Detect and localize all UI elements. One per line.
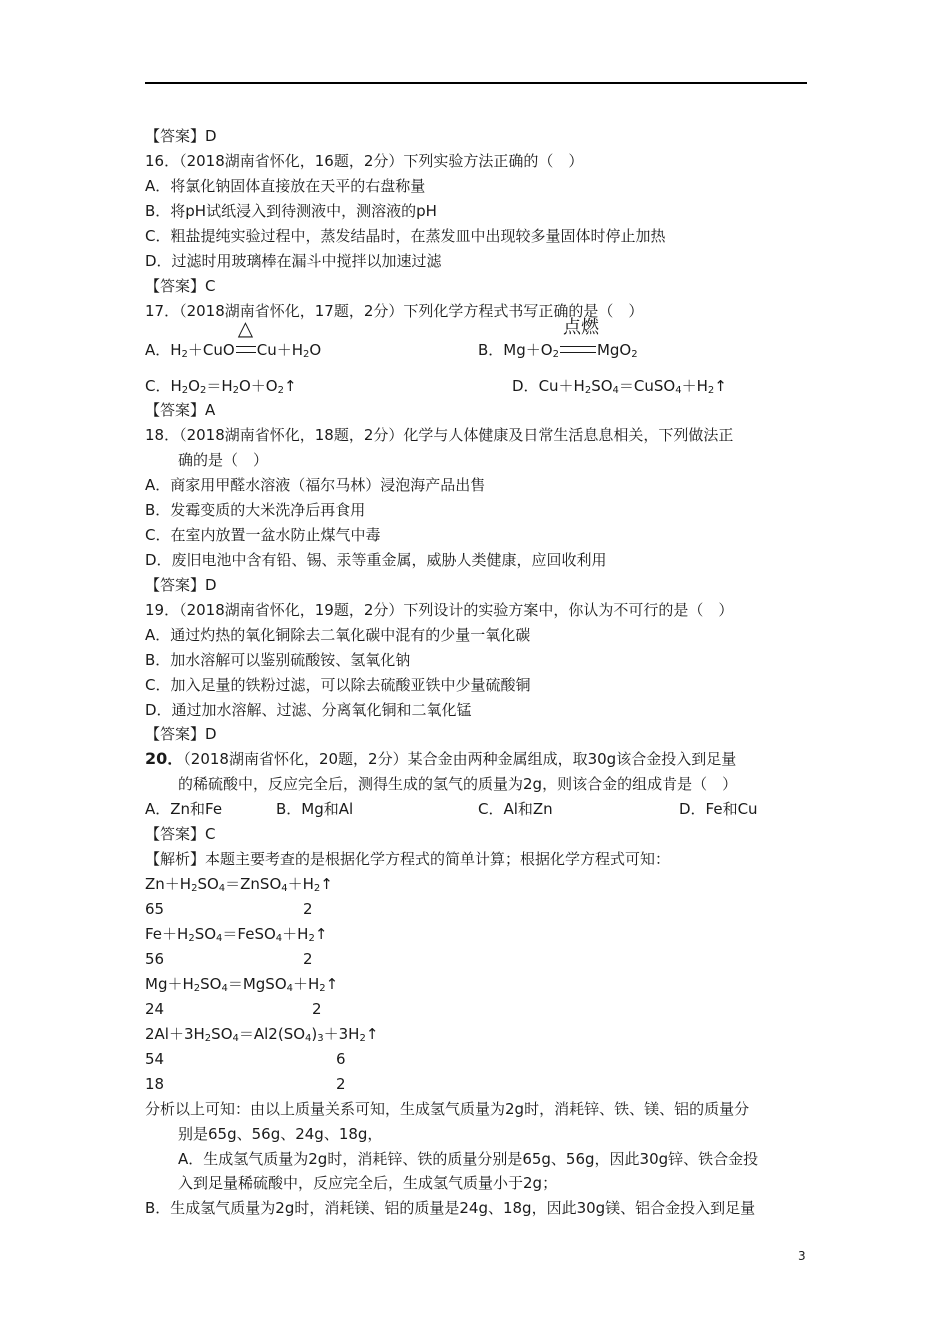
- header-rule: [145, 82, 807, 84]
- answer-18: 【答案】D: [145, 576, 217, 594]
- mass-zn: 65: [145, 900, 165, 918]
- mass-mg-h2: 2: [312, 1000, 322, 1018]
- equation-mg: $Mg+H_2SO_4=MgSO_4+H_2↑$: [145, 975, 339, 994]
- answer-19: 【答案】D: [145, 725, 217, 743]
- mass-al: 54: [145, 1050, 165, 1068]
- equation-fe: $Fe+H_2SO_4=FeSO_4+H_2↑$: [145, 925, 328, 944]
- analysis-p2: 别是65g、56g、24g、18g，: [178, 1125, 383, 1143]
- question-16: 16．（2018湖南省怀化，16题，2分）下列实验方法正确的（ ）: [145, 152, 584, 170]
- q19-option-b: B．加水溶解可以鉴别硫酸铵、氢氧化钠: [145, 651, 411, 669]
- q20-option-a: A．Zn和Fe: [145, 800, 223, 818]
- q16-option-c: C．粗盐提纯实验过程中，蒸发结晶时，在蒸发皿中出现较多量固体时停止加热: [145, 227, 666, 245]
- q18-option-d: D．废旧电池中含有铅、锡、汞等重金属，威胁人类健康，应回收利用: [145, 551, 607, 569]
- answer-16: 【答案】C: [145, 277, 216, 295]
- q17-option-d: D．$Cu+H_2SO_4=CuSO_4+H_2↑$: [512, 377, 727, 396]
- page-number: 3: [798, 1249, 806, 1263]
- q17-option-b: B．$Mg+O_2$ 点燃 MgO$_2$: [478, 317, 638, 360]
- q20-option-d: D．Fe和Cu: [679, 800, 758, 818]
- q20-option-c: C．Al和Zn: [478, 800, 553, 818]
- question-19: 19．（2018湖南省怀化，19题，2分）下列设计的实验方案中，你认为不可行的是（ ）: [145, 601, 734, 619]
- equation-zn: $Zn+H_2SO_4=ZnSO_4+H_2↑$: [145, 875, 333, 894]
- q17-option-a: A．$H_2+CuO$ △ $Cu+H_2O$: [145, 316, 322, 360]
- q18-option-b: B．发霉变质的大米洗净后再食用: [145, 501, 366, 519]
- q19-option-c: C．加入足量的铁粉过滤，可以除去硫酸亚铁中少量硫酸铜: [145, 676, 531, 694]
- question-17: 17．（2018湖南省怀化，17题，2分）下列化学方程式书写正确的是（ ）: [145, 302, 644, 320]
- mass-al-h2: 6: [336, 1050, 346, 1068]
- question-20: 20．（2018湖南省怀化，20题，2分）某合金由两种金属组成，取30g该合金投入到足量: [145, 749, 737, 768]
- q17-option-c: C．$H_2O_2=H_2O+O_2↑$: [145, 377, 297, 396]
- heat-condition: △: [235, 341, 257, 359]
- equation-al: $2Al+3H_2SO_4=Al2(SO_4)_3+3H_2↑$: [145, 1025, 379, 1044]
- q18-option-a: A．商家用甲醛水溶液（福尔马林）浸泡海产品出售: [145, 476, 486, 494]
- analysis-p5: B．生成氢气质量为2g时，消耗镁、铝的质量是24g、18g，因此30g镁、铝合金投入到足量: [145, 1199, 756, 1217]
- analysis-p3: A．生成氢气质量为2g时，消耗锌、铁的质量分别是65g、56g，因此30g锌、铁合金投: [178, 1150, 759, 1168]
- ignite-condition: 点燃: [559, 341, 597, 359]
- q19-option-a: A．通过灼热的氧化铜除去二氧化碳中混有的少量一氧化碳: [145, 626, 531, 644]
- mass-al-scaled-h2: 2: [336, 1075, 346, 1093]
- mass-zn-h2: 2: [303, 900, 313, 918]
- question-18: 18．（2018湖南省怀化，18题，2分）化学与人体健康及日常生活息息相关，下列做法正: [145, 426, 734, 444]
- q20-option-b: B．Mg和Al: [276, 800, 354, 818]
- mass-mg: 24: [145, 1000, 165, 1018]
- mass-fe: 56: [145, 950, 165, 968]
- q19-option-d: D．通过加水溶解、过滤、分离氧化铜和二氧化锰: [145, 701, 472, 719]
- q16-option-d: D．过滤时用玻璃棒在漏斗中搅拌以加速过滤: [145, 252, 442, 270]
- mass-al-scaled: 18: [145, 1075, 165, 1093]
- question-18-cont: 确的是（ ）: [178, 451, 269, 469]
- mass-fe-h2: 2: [303, 950, 313, 968]
- analysis-intro: 【解析】本题主要考查的是根据化学方程式的简单计算；根据化学方程式可知：: [145, 850, 671, 868]
- answer-15: 【答案】D: [145, 127, 217, 145]
- analysis-p1: 分析以上可知：由以上质量关系可知，生成氢气质量为2g时，消耗锌、铁、镁、铝的质量分: [145, 1100, 750, 1118]
- question-20-cont: 的稀硫酸中，反应完全后，测得生成的氢气的质量为2g，则该合金的组成肯是（ ）: [178, 775, 738, 793]
- answer-17: 【答案】A: [145, 401, 216, 419]
- q16-option-b: B．将pH试纸浸入到待测液中，测溶液的pH: [145, 202, 437, 220]
- answer-20: 【答案】C: [145, 825, 216, 843]
- q16-option-a: A．将氯化钠固体直接放在天平的右盘称量: [145, 177, 426, 195]
- analysis-p4: 入到足量稀硫酸中，反应完全后，生成氢气质量小于2g；: [178, 1174, 558, 1192]
- q18-option-c: C．在室内放置一盆水防止煤气中毒: [145, 526, 381, 544]
- question-20-number: 20．: [145, 749, 184, 768]
